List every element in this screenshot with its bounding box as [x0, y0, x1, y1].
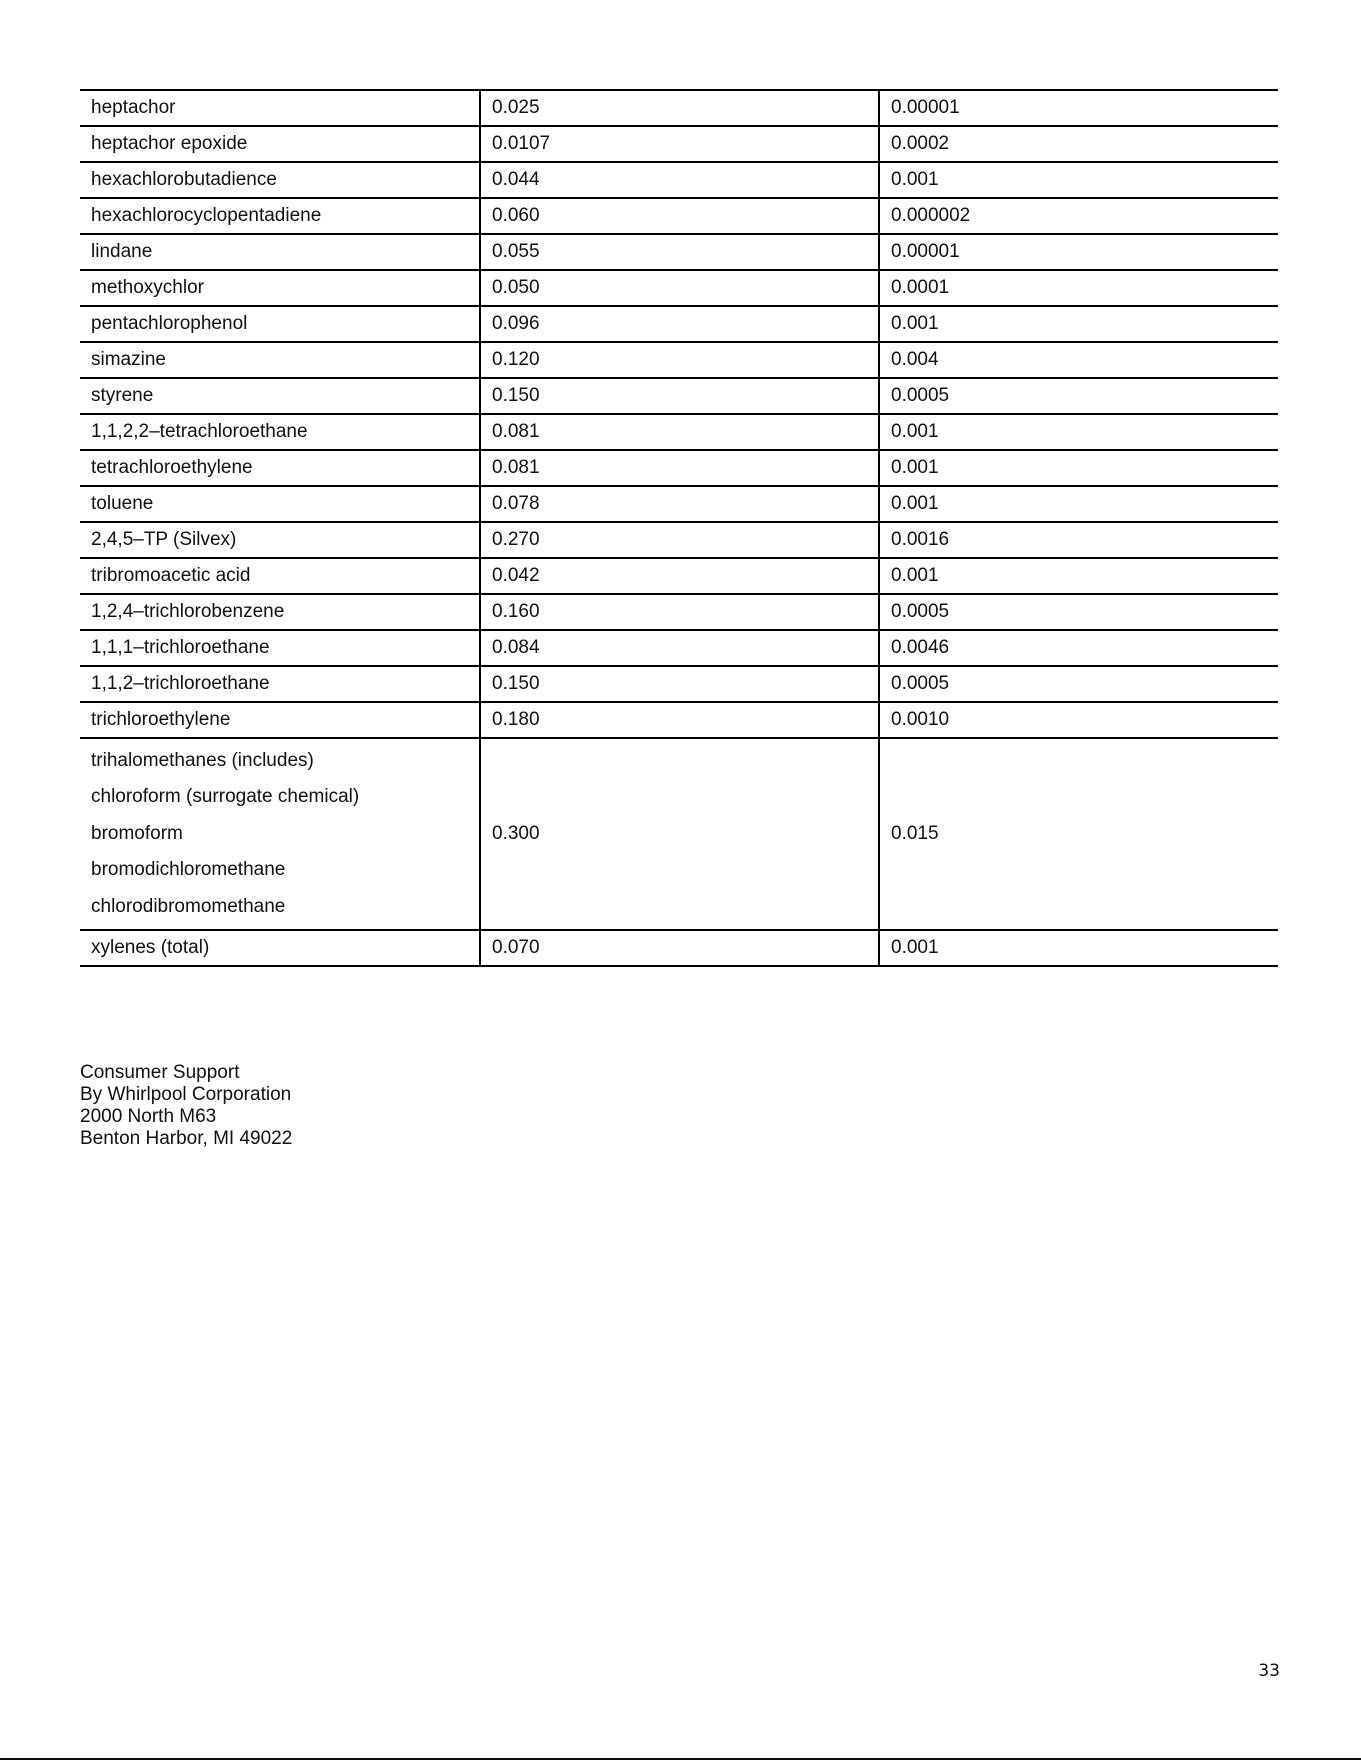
contaminant-name: heptachor epoxide [80, 126, 480, 162]
table-row [80, 234, 1278, 270]
contaminant-name: 1,1,1–trichloroethane [80, 630, 480, 666]
table-row [80, 126, 1278, 162]
trihalomethanes-line: chloroform (surrogate chemical) [91, 786, 360, 808]
contaminant-value-2: 0.0016 [879, 522, 1278, 558]
contaminant-name: methoxychlor [80, 270, 480, 306]
contaminant-name: 2,4,5–TP (Silvex) [80, 522, 480, 558]
contaminant-value-1: 0.078 [480, 486, 879, 522]
contaminant-value-2: 0.001 [879, 450, 1278, 486]
contaminant-name: tetrachloroethylene [80, 450, 480, 486]
table-row [80, 594, 1278, 630]
table-row [80, 630, 1278, 666]
contaminant-value-2: 0.000002 [879, 198, 1278, 234]
contaminant-value-1: 0.042 [480, 558, 879, 594]
table-row [80, 450, 1278, 486]
contaminant-value-1: 0.084 [480, 630, 879, 666]
table-row [80, 162, 1278, 198]
contaminant-name: simazine [80, 342, 480, 378]
contaminant-value-1: 0.060 [480, 198, 879, 234]
contaminant-value-2: 0.001 [879, 930, 1278, 966]
contaminant-value-1: 0.0107 [480, 126, 879, 162]
contaminant-value-2: 0.0005 [879, 594, 1278, 630]
company-address [80, 1062, 292, 1150]
contaminant-value-2: 0.0010 [879, 702, 1278, 738]
contaminant-value-2: 0.00001 [879, 90, 1278, 126]
trihalomethanes-line: chlorodibromomethane [91, 895, 286, 917]
trihalomethanes-line: trihalomethanes (includes) [91, 749, 314, 771]
contaminant-value-2: 0.0002 [879, 126, 1278, 162]
contaminant-value-2: 0.0001 [879, 270, 1278, 306]
contaminant-name: heptachor [80, 90, 480, 126]
contaminant-name: trichloroethylene [80, 702, 480, 738]
contaminant-value-2: 0.015 [879, 738, 1278, 930]
address-line: By Whirlpool Corporation [80, 1084, 292, 1105]
trihalomethanes-line: bromoform [91, 822, 183, 844]
contaminant-value-1: 0.044 [480, 162, 879, 198]
page-number: 33 [1258, 1661, 1280, 1681]
table-row [80, 486, 1278, 522]
table-row [80, 558, 1278, 594]
address-line: Benton Harbor, MI 49022 [80, 1128, 293, 1149]
contaminant-value-2: 0.001 [879, 306, 1278, 342]
contaminant-value-1: 0.150 [480, 666, 879, 702]
address-line: Consumer Support [80, 1062, 240, 1083]
table-row-trihalomethanes [80, 738, 1278, 930]
contaminant-value-2: 0.0046 [879, 630, 1278, 666]
contaminant-value-2: 0.0005 [879, 378, 1278, 414]
contaminant-value-2: 0.001 [879, 558, 1278, 594]
contaminant-value-1: 0.300 [480, 738, 879, 930]
contaminant-value-2: 0.001 [879, 486, 1278, 522]
table-row [80, 378, 1278, 414]
table-row [80, 198, 1278, 234]
contaminant-value-1: 0.081 [480, 414, 879, 450]
contaminant-value-1: 0.070 [480, 930, 879, 966]
contaminant-value-1: 0.050 [480, 270, 879, 306]
table-row [80, 930, 1278, 966]
contaminant-name: tribromoacetic acid [80, 558, 480, 594]
address-line: 2000 North M63 [80, 1106, 217, 1127]
contaminant-value-1: 0.160 [480, 594, 879, 630]
contaminant-value-1: 0.055 [480, 234, 879, 270]
table-row [80, 414, 1278, 450]
contaminant-value-2: 0.001 [879, 162, 1278, 198]
table-row [80, 90, 1278, 126]
table-row [80, 702, 1278, 738]
trihalomethanes-line: bromodichloromethane [91, 859, 286, 881]
table-row [80, 270, 1278, 306]
contaminant-value-1: 0.120 [480, 342, 879, 378]
contaminant-value-1: 0.150 [480, 378, 879, 414]
contaminant-value-1: 0.270 [480, 522, 879, 558]
contaminant-value-1: 0.180 [480, 702, 879, 738]
contaminant-name: styrene [80, 378, 480, 414]
contaminant-name: pentachlorophenol [80, 306, 480, 342]
contaminant-name: 1,1,2,2–tetrachloroethane [80, 414, 480, 450]
contaminant-name: hexachlorobutadience [80, 162, 480, 198]
table-row [80, 342, 1278, 378]
contaminant-table [80, 89, 1278, 967]
contaminant-table-body [80, 90, 1278, 966]
contaminant-value-1: 0.096 [480, 306, 879, 342]
table-row [80, 306, 1278, 342]
contaminant-name: toluene [80, 486, 480, 522]
contaminant-value-2: 0.004 [879, 342, 1278, 378]
contaminant-name: hexachlorocyclopentadiene [80, 198, 480, 234]
contaminant-name: 1,1,2–trichloroethane [80, 666, 480, 702]
contaminant-name: lindane [80, 234, 480, 270]
table-row [80, 666, 1278, 702]
contaminant-value-2: 0.0005 [879, 666, 1278, 702]
contaminant-name: xylenes (total) [80, 930, 480, 966]
contaminant-name: 1,2,4–trichlorobenzene [80, 594, 480, 630]
contaminant-value-2: 0.00001 [879, 234, 1278, 270]
contaminant-value-1: 0.025 [480, 90, 879, 126]
contaminant-value-1: 0.081 [480, 450, 879, 486]
table-row [80, 522, 1278, 558]
contaminant-value-2: 0.001 [879, 414, 1278, 450]
bottom-divider [0, 1758, 1361, 1760]
trihalomethanes-name-cell [80, 738, 480, 930]
